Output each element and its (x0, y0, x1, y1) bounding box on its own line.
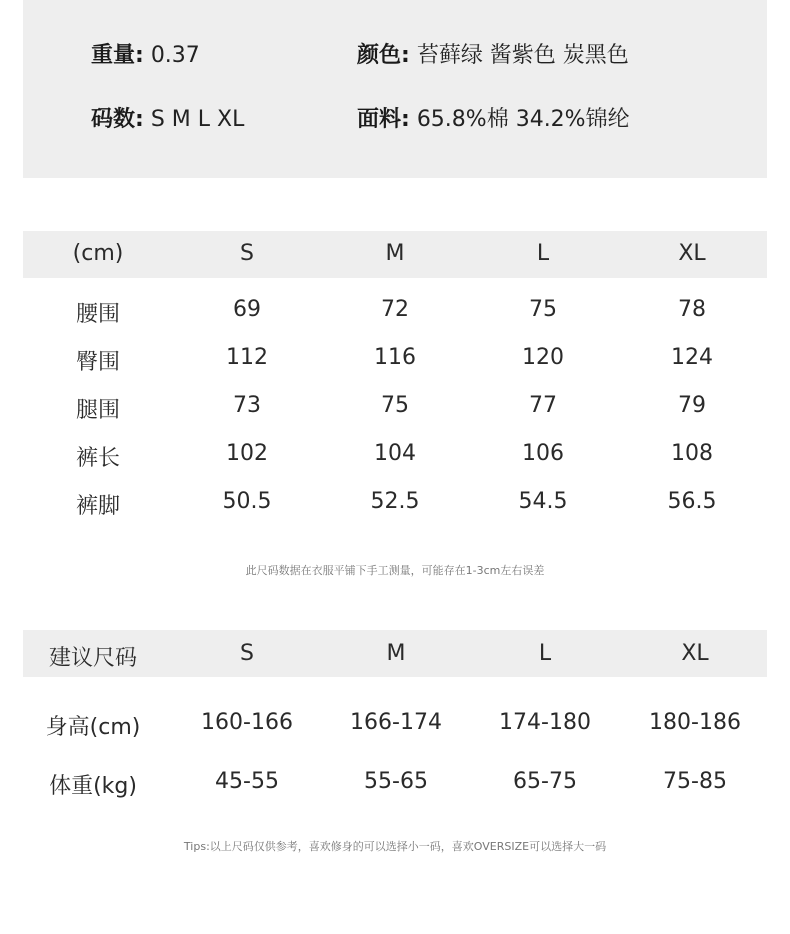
size-table-cell: 50.5 (222, 489, 272, 514)
size-table-row-label: 裤长 (75, 446, 121, 471)
size-table-cell: 116 (374, 345, 416, 370)
size-table-cell: 106 (522, 441, 564, 466)
size-table-cell: 120 (522, 345, 564, 370)
fabric-label: 面料: (357, 107, 410, 132)
recommend-table-header-cell: XL (681, 641, 709, 666)
size-label: 码数: (91, 107, 144, 132)
size-table-header-cell: L (536, 241, 550, 266)
size-table-note: 此尺码数据在衣服平铺下手工测量，可能存在1-3cm左右误差 (245, 564, 545, 577)
size-table-cell: 73 (233, 393, 261, 418)
size-table-row-label: 腿围 (75, 398, 121, 423)
size-table-cell: 56.5 (667, 489, 717, 514)
size-table-cell: 69 (233, 297, 261, 322)
size-table-cell: 112 (226, 345, 268, 370)
recommend-table-cell: 65-75 (513, 769, 577, 794)
size-table-header-cell: S (240, 241, 254, 266)
recommend-table-header-cell: L (538, 641, 552, 666)
recommend-table-cell: 174-180 (499, 710, 591, 735)
size-table-cell: 102 (226, 441, 268, 466)
size-table-header-cell: XL (678, 241, 706, 266)
color-label: 颜色: (357, 43, 410, 68)
size-table-cell: 54.5 (518, 489, 568, 514)
size-table-cell: 124 (671, 345, 713, 370)
recommend-table-cell: 75-85 (663, 769, 727, 794)
recommend-table-header-cell: 建议尺码 (48, 646, 138, 671)
recommend-table-header-cell: S (240, 641, 254, 666)
size-table-cell: 79 (678, 393, 706, 418)
size-table-cell: 75 (529, 297, 557, 322)
weight-value: 0.37 (150, 43, 200, 68)
weight-info (91, 41, 200, 71)
product-info-panel (23, 0, 767, 178)
size-table-row-label: 腰围 (75, 302, 121, 327)
size-value: S M L XL (150, 107, 245, 132)
recommend-table-cell: 180-186 (649, 710, 741, 735)
recommend-table-note: Tips:以上尺码仅供参考，喜欢修身的可以选择小一码，喜欢OVERSIZE可以选择大一码 (183, 840, 607, 853)
size-table-cell: 78 (678, 297, 706, 322)
size-table-cell: 77 (529, 393, 557, 418)
recommend-table-row-label: 身高(cm) (45, 715, 141, 740)
fabric-info (357, 105, 630, 135)
recommend-table-cell: 45-55 (215, 769, 279, 794)
size-table-header-cell: (cm) (72, 241, 124, 266)
recommend-table-cell: 166-174 (350, 710, 442, 735)
recommend-table-header-cell: M (386, 641, 406, 666)
size-table-cell: 52.5 (370, 489, 420, 514)
size-table-row-label: 裤脚 (75, 494, 121, 519)
size-info (91, 105, 244, 135)
size-table-cell: 108 (671, 441, 713, 466)
size-table-cell: 72 (381, 297, 409, 322)
size-table-header-cell: M (385, 241, 405, 266)
recommend-table-cell: 55-65 (364, 769, 428, 794)
size-table-row-label: 臀围 (75, 350, 121, 375)
color-value: 苔藓绿 酱紫色 炭黑色 (416, 43, 629, 68)
size-table-cell: 75 (381, 393, 409, 418)
color-info (357, 41, 629, 71)
weight-label: 重量: (91, 43, 144, 68)
fabric-value: 65.8%棉 34.2%锦纶 (416, 107, 630, 132)
size-table-cell: 104 (374, 441, 416, 466)
recommend-table-row-label: 体重(kg) (49, 774, 137, 799)
recommend-table-cell: 160-166 (201, 710, 293, 735)
